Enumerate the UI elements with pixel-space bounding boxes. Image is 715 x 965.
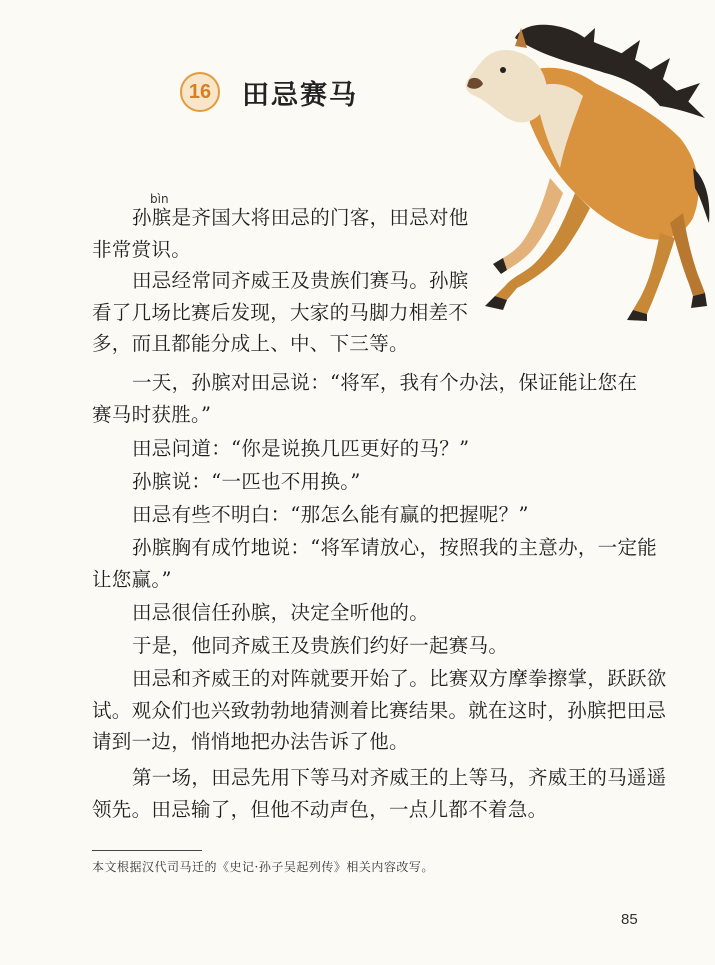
paragraph-1: [92, 202, 469, 265]
paragraph-line: 孙膑胸有成竹地说：“将军请放心，按照我的主意办，一定能: [132, 536, 658, 559]
lesson-header: [180, 72, 358, 112]
paragraph-line: 试。观众们也兴致勃勃地猜测着比赛结果。就在这时，孙膑把田忌: [92, 698, 667, 722]
paragraph-line: 田忌有些不明白：“那怎么能有赢的把握呢？”: [132, 503, 529, 526]
paragraph-line: 田忌很信任孙膑，决定全听他的。: [132, 601, 430, 624]
paragraph-line: 赛马时获胜。”: [92, 402, 212, 426]
paragraph-5: [92, 466, 361, 498]
paragraph-11: [92, 762, 667, 825]
paragraph-line: 于是，他同齐威王及贵族们约好一起赛马。: [132, 634, 509, 657]
paragraph-line: 让您赢。”: [92, 567, 172, 591]
paragraph-line: 请到一边，悄悄地把办法告诉了他。: [92, 730, 409, 753]
paragraph-10: [92, 663, 667, 758]
paragraph-2: [92, 265, 469, 360]
paragraph-6: [92, 499, 529, 531]
footnote-divider: [92, 850, 202, 851]
page-number: 85: [621, 911, 638, 928]
paragraph-line: 田忌和齐威王的对阵就要开始了。比赛双方摩拳擦掌，跃跃欲: [132, 667, 667, 690]
paragraph-line: 多，而且都能分成上、中、下三等。: [92, 332, 409, 355]
paragraph-line: 看了几场比赛后发现，大家的马脚力相差不: [92, 300, 469, 324]
paragraph-8: [92, 597, 429, 629]
paragraph-line: 一天，孙膑对田忌说：“将军，我有个办法，保证能让您在: [132, 371, 638, 394]
paragraph-4: [92, 433, 469, 465]
footnote: 本文根据汉代司马迁的《史记·孙子吴起列传》相关内容改写。: [92, 860, 434, 874]
paragraph-3: [92, 367, 637, 430]
paragraph-line: 田忌问道：“你是说换几匹更好的马？”: [132, 437, 470, 460]
paragraph-line: 非常赏识。: [92, 237, 192, 261]
paragraph-line: 孙膑说：“一匹也不用换。”: [132, 470, 361, 493]
paragraph-9: [92, 630, 508, 662]
lesson-number-badge: 16: [180, 72, 220, 112]
paragraph-line: 领先。田忌输了，但他不动声色，一点儿都不着急。: [92, 797, 548, 821]
horse-illustration: [455, 18, 713, 323]
pinyin-annotation: bìn: [150, 192, 169, 206]
paragraph-line: 田忌经常同齐威王及贵族们赛马。孙膑: [132, 269, 469, 292]
paragraph-line: 第一场，田忌先用下等马对齐威王的上等马，齐威王的马遥遥: [132, 766, 667, 789]
paragraph-7: [92, 532, 657, 595]
lesson-title: 田忌赛马: [242, 79, 358, 111]
paragraph-line: 孙膑是齐国大将田忌的门客，田忌对他: [132, 206, 469, 229]
